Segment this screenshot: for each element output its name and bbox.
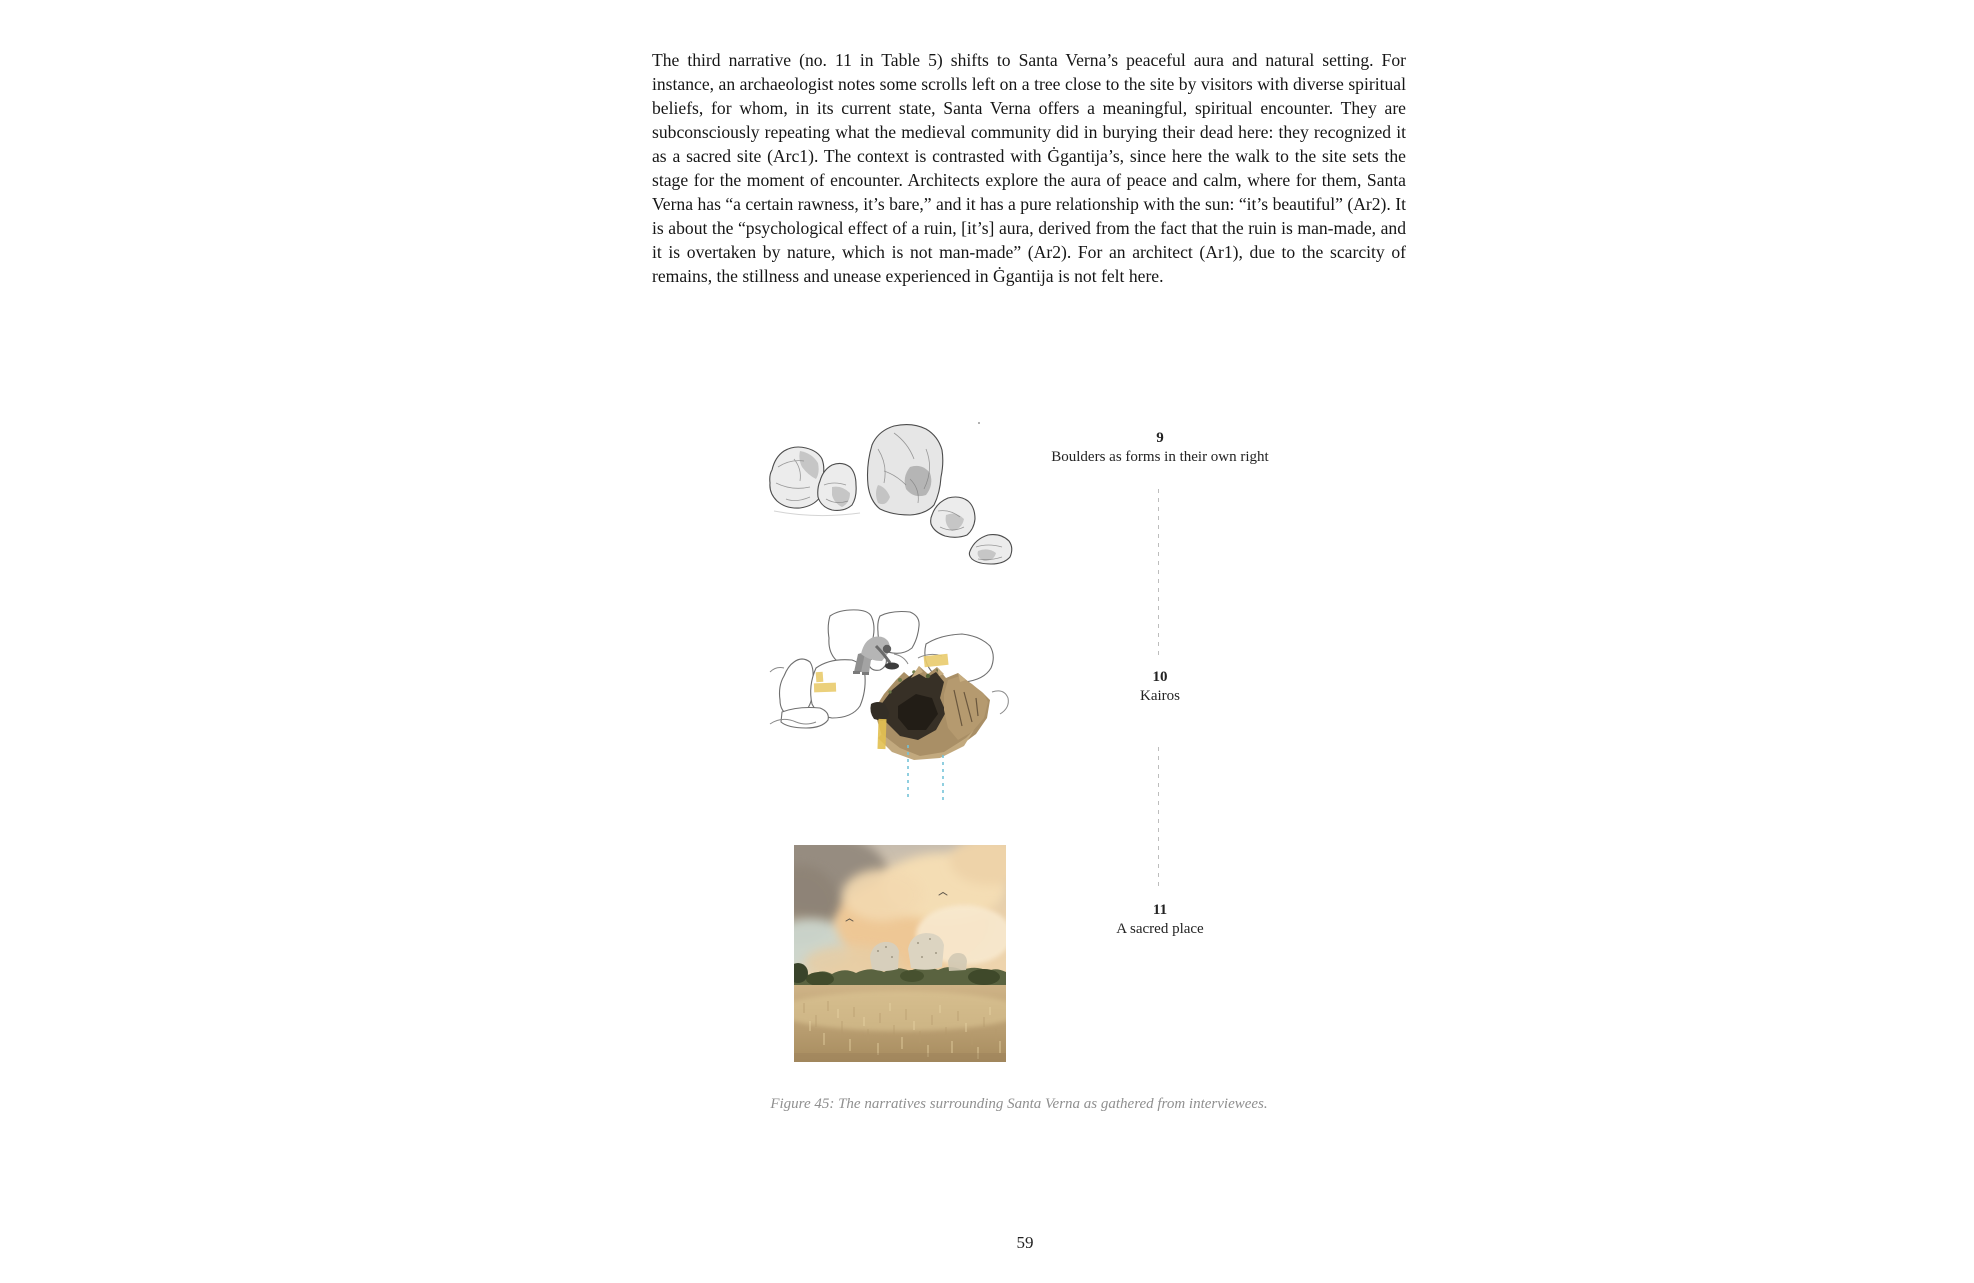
body-paragraph: The third narrative (no. 11 in Table 5) shifts to Santa Verna’s peaceful aura and natural setting. For instance, an archaeologist notes some scrolls left on a tree close to the site by visitors with diverse spiritual beliefs, for whom, in its current state, Santa Verna offers a meaningful, spiritual encounter. They are subconsciously repeating what the medieval community did in burying their dead here: they recognized it as a sacred site (Arc1). The context is contrasted with Ġgantija’s, since here the walk to the site sets the stage for the moment of encounter. Architects explore the aura of peace and calm, where for them, Santa Verna has “a certain rawness, it’s bare,” and it has a pure relationship with the sun: “it’s beautiful” (Ar2). It is about the “psychological effect of a ruin, [it’s] aura, derived from the fact that the ruin is man-made, and it is overtaken by nature, which is not man-made” (Ar2). For an architect (Ar1), due to the scarcity of remains, the stillness and unease experienced in Ġgantija is not felt here. xyxy=(652,49,1406,286)
dashed-connector-line xyxy=(1158,747,1159,891)
figure-caption: Figure 45: The narratives surrounding Santa Verna as gathered from interviewees. xyxy=(770,1096,1268,1112)
boulders-sketch-image xyxy=(760,415,1050,590)
narrative-number: 9 xyxy=(1156,430,1164,446)
narrative-number: 11 xyxy=(1152,902,1168,918)
narrative-label-text: A sacred place xyxy=(1116,921,1204,937)
excavation-collage-image xyxy=(768,606,1030,816)
dashed-connector-line xyxy=(1158,489,1159,659)
narrative-item-10 xyxy=(1040,669,1280,705)
narrative-number: 10 xyxy=(1152,669,1168,685)
landscape-painting-image xyxy=(794,845,1006,1062)
narrative-item-11 xyxy=(1040,902,1280,938)
narrative-label-text: Kairos xyxy=(1140,688,1180,704)
narrative-label-text: Boulders as forms in their own right xyxy=(1051,449,1269,465)
narrative-item-9 xyxy=(1040,430,1280,466)
page-number: 59 xyxy=(1016,1233,1034,1252)
